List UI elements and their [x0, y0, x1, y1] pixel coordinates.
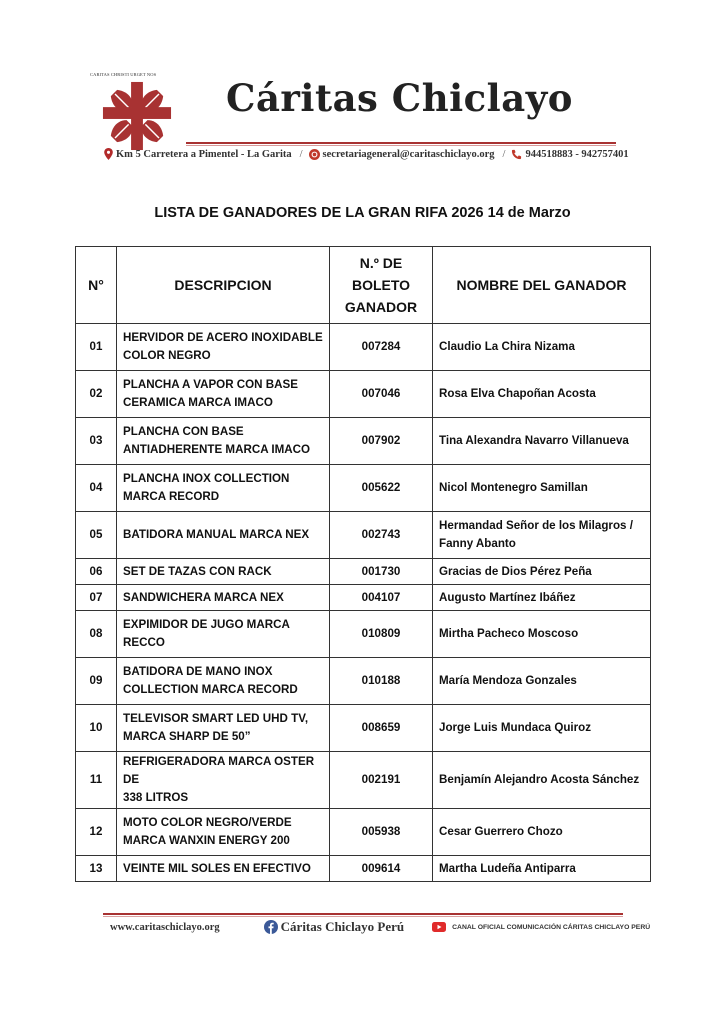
- cell-ticket: [330, 585, 433, 611]
- ticket-number: 007046: [361, 387, 401, 400]
- cell-winner: [433, 324, 651, 371]
- youtube-icon: [432, 922, 446, 932]
- row-number: 11: [89, 773, 103, 786]
- table-header-row: [76, 247, 651, 324]
- cell-description: [117, 465, 330, 512]
- description-line: MARCA WANXIN ENERGY 200: [123, 834, 290, 847]
- cell-winner: [433, 658, 651, 705]
- row-number: 03: [89, 434, 103, 447]
- table-row: [76, 512, 651, 559]
- table-row: [76, 418, 651, 465]
- row-number: 09: [89, 674, 103, 687]
- description-line: COLOR NEGRO: [123, 349, 211, 362]
- description-line: TELEVISOR SMART LED UHD TV,: [123, 712, 309, 725]
- row-number: 01: [89, 340, 103, 353]
- winner-name-line: Tina Alexandra Navarro Villanueva: [439, 434, 629, 447]
- table-row: [76, 559, 651, 585]
- table-body: [76, 324, 651, 882]
- cell-number: [76, 324, 117, 371]
- cell-description: [117, 585, 330, 611]
- cell-number: [76, 809, 117, 856]
- logo-motto: CARITAS CHRISTI URGET NOS: [90, 72, 157, 77]
- facebook-link[interactable]: [264, 919, 404, 935]
- cell-number: [76, 465, 117, 512]
- winner-name-line: Augusto Martínez Ibáñez: [439, 590, 576, 604]
- cell-number: [76, 371, 117, 418]
- description-line: 338 LITROS: [123, 791, 189, 804]
- header-ticket-line1: N.º DE: [359, 255, 403, 271]
- cell-description: [117, 705, 330, 752]
- email-link[interactable]: secretariageneral@caritaschiclayo.org: [322, 148, 495, 160]
- cell-number: [76, 752, 117, 809]
- row-number: 06: [89, 564, 103, 578]
- description-line: PLANCHA INOX COLLECTION: [123, 472, 290, 485]
- description-line: BATIDORA DE MANO INOX: [123, 665, 273, 678]
- cell-description: [117, 658, 330, 705]
- header-description: DESCRIPCION: [117, 247, 330, 324]
- cell-winner: [433, 371, 651, 418]
- ticket-number: 005938: [361, 825, 401, 838]
- description-line: REFRIGERADORA MARCA OSTER DE: [123, 755, 315, 786]
- table-row: [76, 611, 651, 658]
- cell-number: [76, 512, 117, 559]
- table-row: [76, 658, 651, 705]
- cell-winner: [433, 705, 651, 752]
- cell-ticket: [330, 658, 433, 705]
- cell-ticket: [330, 809, 433, 856]
- cell-description: [117, 611, 330, 658]
- website-link[interactable]: www.caritaschiclayo.org: [110, 921, 220, 933]
- description-line: HERVIDOR DE ACERO INOXIDABLE: [123, 331, 323, 344]
- document-title: LISTA DE GANADORES DE LA GRAN RIFA 2026 14 de Marzo: [154, 205, 571, 221]
- table-row: [76, 371, 651, 418]
- header-ticket: [330, 247, 433, 324]
- cell-description: [117, 752, 330, 809]
- description-line: MOTO COLOR NEGRO/VERDE: [123, 816, 292, 829]
- cell-description: [117, 324, 330, 371]
- description-line: VEINTE MIL SOLES EN EFECTIVO: [123, 861, 311, 875]
- table-row: [76, 324, 651, 371]
- cell-number: [76, 856, 117, 882]
- winner-name-line: Nicol Montenegro Samillan: [439, 481, 588, 494]
- row-number: 12: [89, 825, 103, 838]
- caritas-cross-logo-icon: [100, 79, 174, 153]
- winner-name-line: Claudio La Chira Nizama: [439, 340, 575, 353]
- cell-winner: [433, 512, 651, 559]
- footer: [110, 919, 651, 935]
- ticket-number: 007284: [361, 340, 401, 353]
- cell-number: [76, 585, 117, 611]
- cell-number: [76, 658, 117, 705]
- ticket-number: 002743: [361, 528, 401, 541]
- cell-description: [117, 418, 330, 465]
- winner-name-line: Martha Ludeña Antiparra: [439, 861, 576, 875]
- cell-description: [117, 559, 330, 585]
- cell-winner: [433, 418, 651, 465]
- cell-number: [76, 705, 117, 752]
- description-line: EXPIMIDOR DE JUGO MARCA: [123, 618, 290, 631]
- description-line: BATIDORA MANUAL MARCA NEX: [123, 528, 310, 541]
- winners-table: [75, 246, 651, 882]
- table-row: [76, 585, 651, 611]
- youtube-link[interactable]: [432, 922, 650, 932]
- cell-ticket: [330, 512, 433, 559]
- cell-description: [117, 856, 330, 882]
- cell-winner: [433, 585, 651, 611]
- description-line: RECCO: [123, 636, 165, 649]
- cell-ticket: [330, 856, 433, 882]
- brand-name: Cáritas Chiclayo: [226, 76, 573, 120]
- ticket-number: 004107: [361, 590, 401, 604]
- winner-name-line: Hermandad Señor de los Milagros /: [439, 519, 633, 532]
- ticket-number: 005622: [361, 481, 401, 494]
- address: Km 5 Carretera a Pimentel - La Garita: [116, 148, 292, 160]
- ticket-number: 010809: [361, 627, 401, 640]
- cell-winner: [433, 559, 651, 585]
- cell-ticket: [330, 752, 433, 809]
- cell-description: [117, 809, 330, 856]
- table-row: [76, 465, 651, 512]
- cell-winner: [433, 809, 651, 856]
- description-line: PLANCHA CON BASE: [123, 425, 244, 438]
- table-row: [76, 856, 651, 882]
- row-number: 10: [89, 721, 103, 734]
- phone-icon: [511, 149, 522, 160]
- cell-winner: [433, 465, 651, 512]
- winner-name-line: Cesar Guerrero Chozo: [439, 825, 563, 838]
- winner-name-line: Gracias de Dios Pérez Peña: [439, 564, 592, 578]
- cell-ticket: [330, 465, 433, 512]
- separator: /: [299, 148, 303, 160]
- ticket-number: 001730: [361, 564, 401, 578]
- youtube-label: CANAL OFICIAL COMUNICACIÓN CÁRITAS CHICLAYO PERÚ: [452, 923, 651, 931]
- row-number: 07: [89, 590, 103, 604]
- description-line: PLANCHA A VAPOR CON BASE: [123, 378, 298, 391]
- cell-description: [117, 512, 330, 559]
- description-line: ANTIADHERENTE MARCA IMACO: [123, 443, 310, 456]
- row-number: 02: [89, 387, 103, 400]
- row-number: 13: [89, 861, 103, 875]
- description-line: SANDWICHERA MARCA NEX: [123, 590, 284, 604]
- cell-number: [76, 559, 117, 585]
- cell-description: [117, 371, 330, 418]
- cell-winner: [433, 611, 651, 658]
- winner-name-line: María Mendoza Gonzales: [439, 674, 577, 687]
- header-number: N°: [76, 247, 117, 324]
- map-pin-icon: [104, 148, 113, 160]
- row-number: 04: [89, 481, 103, 494]
- description-line: MARCA SHARP DE 50”: [123, 730, 251, 743]
- cell-winner: [433, 856, 651, 882]
- cell-winner: [433, 752, 651, 809]
- winner-name-line: Rosa Elva Chapoñan Acosta: [439, 387, 596, 400]
- footer-divider-shadow: [103, 916, 623, 917]
- cell-number: [76, 418, 117, 465]
- facebook-icon: [264, 920, 278, 934]
- table-row: [76, 809, 651, 856]
- winner-name-line: Jorge Luis Mundaca Quiroz: [439, 721, 592, 734]
- ticket-number: 009614: [361, 861, 401, 875]
- contact-line: [104, 148, 629, 160]
- row-number: 05: [89, 528, 103, 541]
- winner-name-line: Mirtha Pacheco Moscoso: [439, 627, 579, 640]
- footer-divider: [103, 913, 623, 915]
- row-number: 08: [89, 627, 103, 640]
- table-row: [76, 705, 651, 752]
- cell-ticket: [330, 559, 433, 585]
- winner-name-line: Fanny Abanto: [439, 537, 516, 550]
- ticket-number: 007902: [361, 434, 401, 447]
- ticket-number: 008659: [361, 721, 401, 734]
- header-winner-name: NOMBRE DEL GANADOR: [433, 247, 651, 324]
- header-ticket-line3: GANADOR: [344, 299, 418, 315]
- header-divider-shadow: [186, 145, 616, 146]
- cell-ticket: [330, 418, 433, 465]
- cell-number: [76, 611, 117, 658]
- header-ticket-line2: BOLETO: [351, 277, 411, 293]
- cell-ticket: [330, 371, 433, 418]
- ticket-number: 002191: [361, 773, 401, 786]
- cell-ticket: [330, 611, 433, 658]
- email-icon: [309, 149, 320, 160]
- description-line: MARCA RECORD: [123, 490, 220, 503]
- phone-numbers: 944518883 - 942757401: [525, 148, 629, 160]
- separator: /: [502, 148, 506, 160]
- table-row: [76, 752, 651, 809]
- description-line: CERAMICA MARCA IMACO: [123, 396, 273, 409]
- cell-ticket: [330, 324, 433, 371]
- header-divider: [186, 142, 616, 144]
- description-line: COLLECTION MARCA RECORD: [123, 683, 298, 696]
- facebook-label: Cáritas Chiclayo Perú: [280, 919, 405, 934]
- cell-ticket: [330, 705, 433, 752]
- winner-name-line: Benjamín Alejandro Acosta Sánchez: [439, 773, 640, 786]
- description-line: SET DE TAZAS CON RACK: [123, 564, 272, 578]
- ticket-number: 010188: [361, 674, 401, 687]
